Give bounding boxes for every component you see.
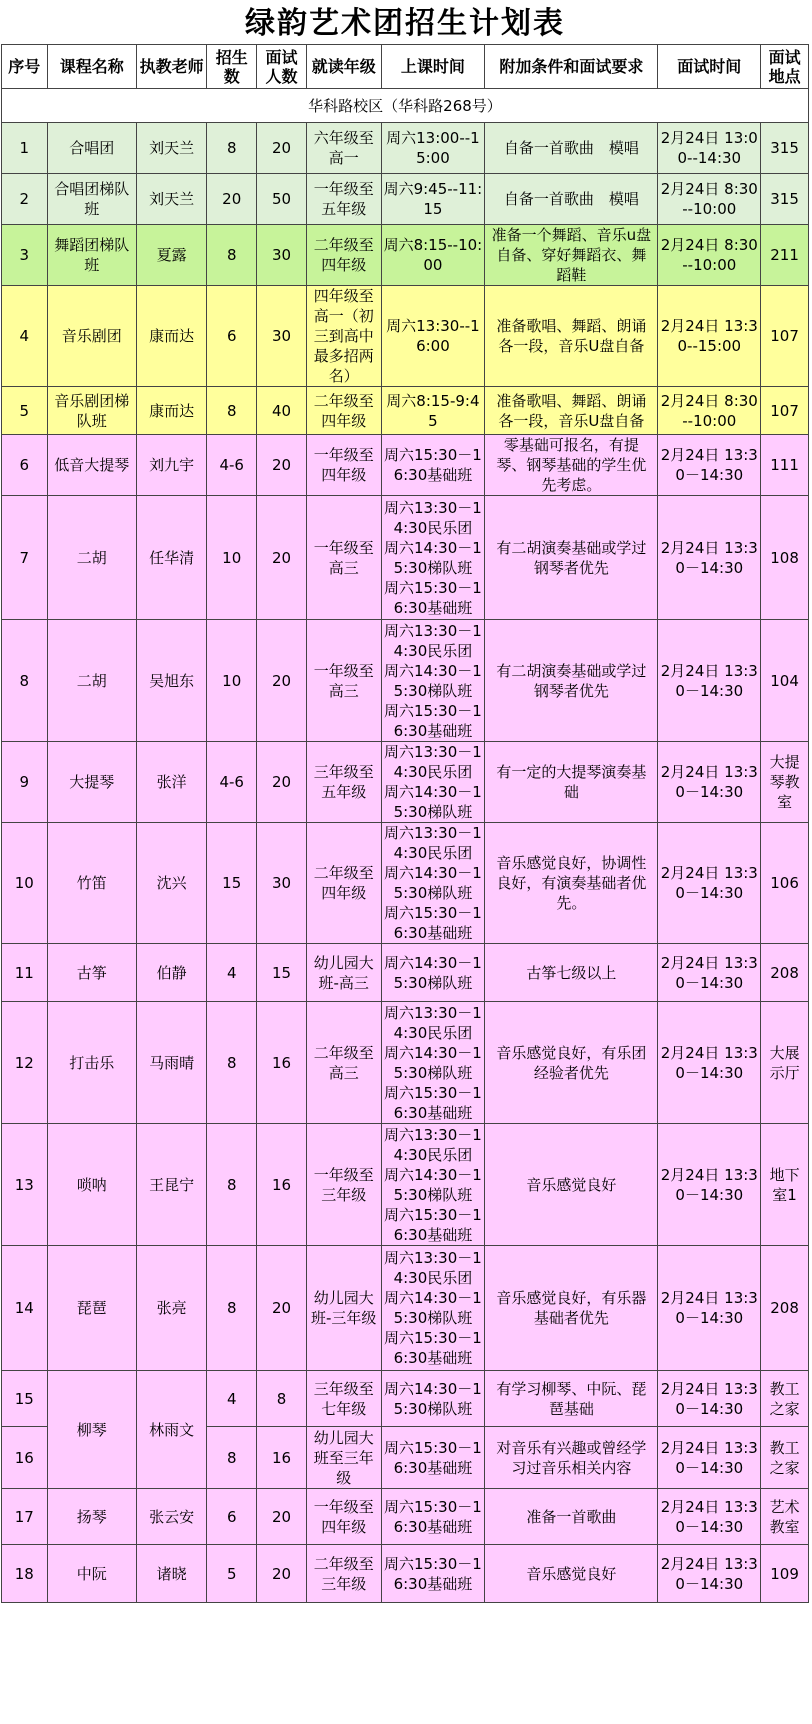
cell-course: 琵琶 <box>47 1246 136 1371</box>
cell-seq: 3 <box>2 225 48 286</box>
cell-grade: 四年级至高一（初三到高中最多招两名） <box>306 286 381 387</box>
class-time-slot: 周六14:30－15:30梯队班 <box>384 953 482 992</box>
cell-grade: 二年级至四年级 <box>306 387 381 435</box>
cell-enroll: 8 <box>207 1124 257 1246</box>
cell-interview-time: 2月24日 13:30－14:30 <box>658 1545 761 1603</box>
cell-course: 大提琴 <box>47 742 136 823</box>
cell-location: 大提琴教室 <box>761 742 809 823</box>
table-row <box>2 620 809 742</box>
cell-interview-time: 2月24日 13:30－14:30 <box>658 1246 761 1371</box>
cell-location: 208 <box>761 944 809 1002</box>
cell-course: 低音大提琴 <box>47 435 136 496</box>
cell-teacher: 康而达 <box>136 286 207 387</box>
cell-location: 106 <box>761 823 809 944</box>
cell-grade: 六年级至高一 <box>306 123 381 174</box>
class-time-slot: 周六14:30－15:30梯队班 <box>384 783 482 821</box>
cell-enroll: 8 <box>207 1002 257 1124</box>
cell-grade: 幼儿园大班至三年级 <box>306 1427 381 1489</box>
cell-course: 扬琴 <box>47 1489 136 1545</box>
cell-interview-time: 2月24日 8:30--10:00 <box>658 225 761 286</box>
cell-requirements: 有二胡演奏基础或学过钢琴者优先 <box>485 620 658 742</box>
cell-class-time <box>381 174 485 225</box>
cell-enroll: 20 <box>207 174 257 225</box>
cell-interview-time: 2月24日 13:30－14:30 <box>658 1002 761 1124</box>
cell-course: 打击乐 <box>47 1002 136 1124</box>
class-time-slot: 周六15:30－16:30基础班 <box>384 578 482 617</box>
cell-enroll: 6 <box>207 1489 257 1545</box>
cell-teacher: 刘九宇 <box>136 435 207 496</box>
cell-seq: 9 <box>2 742 48 823</box>
cell-interview-count: 16 <box>257 1002 307 1124</box>
cell-class-time <box>381 496 485 620</box>
cell-enroll: 4-6 <box>207 435 257 496</box>
cell-class-time <box>381 1246 485 1371</box>
cell-course: 音乐剧团梯队班 <box>47 387 136 435</box>
cell-teacher: 伯静 <box>136 944 207 1002</box>
cell-class-time <box>381 1371 485 1427</box>
table-row <box>2 1246 809 1371</box>
cell-requirements: 有一定的大提琴演奏基础 <box>485 742 658 823</box>
cell-requirements: 自备一首歌曲 模唱 <box>485 174 658 225</box>
cell-grade: 一年级至三年级 <box>306 1124 381 1246</box>
class-time-slot: 周六13:30－14:30民乐团 <box>384 1249 482 1287</box>
cell-location: 教工之家 <box>761 1427 809 1489</box>
class-time-slot: 周六8:15-9:45 <box>386 391 480 430</box>
table-row <box>2 1371 809 1427</box>
cell-requirements: 有二胡演奏基础或学过钢琴者优先 <box>485 496 658 620</box>
cell-teacher: 任华清 <box>136 496 207 620</box>
cell-teacher: 王昆宁 <box>136 1124 207 1246</box>
cell-grade: 一年级至五年级 <box>306 174 381 225</box>
cell-requirements: 音乐感觉良好，协调性良好，有演奏基础者优先。 <box>485 823 658 944</box>
cell-interview-count: 30 <box>257 225 307 286</box>
cell-location: 107 <box>761 286 809 387</box>
header-row <box>2 45 809 89</box>
cell-interview-time: 2月24日 13:30－14:30 <box>658 944 761 1002</box>
cell-grade: 幼儿园大班-高三 <box>306 944 381 1002</box>
cell-enroll: 8 <box>207 387 257 435</box>
cell-interview-count: 20 <box>257 1246 307 1371</box>
table-row <box>2 1489 809 1545</box>
cell-class-time <box>381 1545 485 1603</box>
cell-class-time <box>381 1002 485 1124</box>
cell-location: 104 <box>761 620 809 742</box>
cell-requirements: 对音乐有兴趣或曾经学习过音乐相关内容 <box>485 1427 658 1489</box>
class-time-slot: 周六15:30－16:30基础班 <box>384 446 482 484</box>
cell-teacher: 刘天兰 <box>136 174 207 225</box>
cell-enroll: 8 <box>207 123 257 174</box>
class-time-slot: 周六14:30－15:30梯队班 <box>384 864 482 902</box>
header-location: 面试地点 <box>761 45 809 89</box>
cell-interview-count: 20 <box>257 123 307 174</box>
header-grade: 就读年级 <box>306 45 381 89</box>
cell-class-time <box>381 944 485 1002</box>
class-time-slot: 周六15:30－16:30基础班 <box>384 1497 482 1536</box>
cell-class-time <box>381 823 485 944</box>
cell-interview-time: 2月24日 13:30－14:30 <box>658 1371 761 1427</box>
cell-requirements: 音乐感觉良好，有乐器基础者优先 <box>485 1246 658 1371</box>
cell-requirements: 音乐感觉良好 <box>485 1545 658 1603</box>
cell-course: 音乐剧团 <box>47 286 136 387</box>
cell-interview-count: 40 <box>257 387 307 435</box>
cell-interview-time: 2月24日 13:30－14:30 <box>658 742 761 823</box>
cell-location: 208 <box>761 1246 809 1371</box>
cell-location: 108 <box>761 496 809 620</box>
table-row <box>2 123 809 174</box>
class-time-slot: 周六14:30－15:30梯队班 <box>384 1289 482 1327</box>
cell-grade: 一年级至高三 <box>306 620 381 742</box>
cell-teacher: 张洋 <box>136 742 207 823</box>
header-teacher: 执教老师 <box>136 45 207 89</box>
cell-interview-time: 2月24日 13:30－14:30 <box>658 823 761 944</box>
cell-interview-count: 20 <box>257 742 307 823</box>
class-time-slot: 周六13:30－14:30民乐团 <box>384 824 482 862</box>
table-row <box>2 1002 809 1124</box>
cell-grade: 一年级至高三 <box>306 496 381 620</box>
table-row <box>2 742 809 823</box>
cell-interview-count: 15 <box>257 944 307 1002</box>
class-time-slot: 周六15:30－16:30基础班 <box>384 1205 482 1244</box>
cell-requirements: 古筝七级以上 <box>485 944 658 1002</box>
header-interview-count: 面试人数 <box>257 45 307 89</box>
class-time-slot: 周六15:30－16:30基础班 <box>384 1083 482 1122</box>
cell-interview-time: 2月24日 13:30－14:30 <box>658 496 761 620</box>
header-enroll: 招生数 <box>207 45 257 89</box>
cell-enroll: 4 <box>207 1371 257 1427</box>
cell-requirements: 准备歌唱、舞蹈、朗诵各一段，音乐U盘自备 <box>485 387 658 435</box>
cell-interview-count: 16 <box>257 1124 307 1246</box>
cell-location: 艺术教室 <box>761 1489 809 1545</box>
cell-interview-time: 2月24日 8:30--10:00 <box>658 387 761 435</box>
class-time-slot: 周六14:30－15:30梯队班 <box>384 1165 482 1204</box>
table-row <box>2 286 809 387</box>
cell-seq: 6 <box>2 435 48 496</box>
cell-class-time <box>381 387 485 435</box>
class-time-slot: 周六15:30－16:30基础班 <box>384 1554 482 1593</box>
cell-requirements: 音乐感觉良好 <box>485 1124 658 1246</box>
cell-requirements: 零基础可报名，有提琴、钢琴基础的学生优先考虑。 <box>485 435 658 496</box>
class-time-slot: 周六15:30－16:30基础班 <box>384 904 482 942</box>
cell-interview-count: 30 <box>257 823 307 944</box>
cell-seq: 5 <box>2 387 48 435</box>
cell-location: 111 <box>761 435 809 496</box>
cell-class-time <box>381 1489 485 1545</box>
cell-seq: 1 <box>2 123 48 174</box>
class-time-slot: 周六9:45--11:15 <box>383 180 483 218</box>
cell-interview-count: 20 <box>257 1489 307 1545</box>
class-time-slot: 周六15:30－16:30基础班 <box>384 1329 482 1367</box>
cell-teacher: 林雨文 <box>136 1371 207 1489</box>
campus-label: 华科路校区（华科路268号） <box>2 89 809 123</box>
cell-seq: 13 <box>2 1124 48 1246</box>
cell-class-time <box>381 123 485 174</box>
cell-location: 教工之家 <box>761 1371 809 1427</box>
cell-requirements: 有学习柳琴、中阮、琵琶基础 <box>485 1371 658 1427</box>
cell-seq: 4 <box>2 286 48 387</box>
cell-location: 315 <box>761 174 809 225</box>
cell-teacher: 沈兴 <box>136 823 207 944</box>
header-seq: 序号 <box>2 45 48 89</box>
cell-requirements: 准备一个舞蹈、音乐u盘自备、穿好舞蹈衣、舞蹈鞋 <box>485 225 658 286</box>
cell-enroll: 4-6 <box>207 742 257 823</box>
cell-seq: 8 <box>2 620 48 742</box>
cell-enroll: 6 <box>207 286 257 387</box>
cell-interview-time: 2月24日 8:30--10:00 <box>658 174 761 225</box>
cell-class-time <box>381 435 485 496</box>
cell-seq: 11 <box>2 944 48 1002</box>
class-time-slot: 周六13:30－14:30民乐团 <box>384 1125 482 1164</box>
cell-course: 竹笛 <box>47 823 136 944</box>
cell-location: 地下室1 <box>761 1124 809 1246</box>
cell-teacher: 夏露 <box>136 225 207 286</box>
header-interview-time: 面试时间 <box>658 45 761 89</box>
cell-course: 二胡 <box>47 496 136 620</box>
cell-requirements: 自备一首歌曲 模唱 <box>485 123 658 174</box>
cell-seq: 17 <box>2 1489 48 1545</box>
cell-interview-time: 2月24日 13:30－14:30 <box>658 1489 761 1545</box>
cell-interview-count: 20 <box>257 435 307 496</box>
table-row <box>2 174 809 225</box>
cell-enroll: 8 <box>207 225 257 286</box>
class-time-slot: 周六13:00--15:00 <box>386 129 480 167</box>
class-time-slot: 周六13:30－14:30民乐团 <box>384 498 482 537</box>
table-row <box>2 1124 809 1246</box>
cell-interview-time: 2月24日 13:00--14:30 <box>658 123 761 174</box>
cell-interview-count: 30 <box>257 286 307 387</box>
cell-interview-time: 2月24日 13:30－14:30 <box>658 620 761 742</box>
cell-interview-count: 20 <box>257 496 307 620</box>
class-time-slot: 周六13:30－14:30民乐团 <box>384 743 482 781</box>
class-time-slot: 周六14:30－15:30梯队班 <box>384 538 482 577</box>
cell-seq: 10 <box>2 823 48 944</box>
cell-location: 107 <box>761 387 809 435</box>
cell-interview-count: 50 <box>257 174 307 225</box>
cell-class-time <box>381 1427 485 1489</box>
cell-location: 315 <box>761 123 809 174</box>
cell-teacher: 诸晓 <box>136 1545 207 1603</box>
cell-seq: 12 <box>2 1002 48 1124</box>
cell-class-time <box>381 620 485 742</box>
cell-course: 中阮 <box>47 1545 136 1603</box>
page-title: 绿韵艺术团招生计划表 <box>2 4 809 45</box>
cell-seq: 18 <box>2 1545 48 1603</box>
recruitment-plan-table <box>1 4 809 1603</box>
cell-teacher: 张亮 <box>136 1246 207 1371</box>
class-time-slot: 周六13:30－14:30民乐团 <box>384 621 482 660</box>
table-row <box>2 435 809 496</box>
cell-course: 古筝 <box>47 944 136 1002</box>
cell-interview-count: 8 <box>257 1371 307 1427</box>
cell-enroll: 8 <box>207 1427 257 1489</box>
cell-grade: 三年级至七年级 <box>306 1371 381 1427</box>
cell-grade: 二年级至三年级 <box>306 1545 381 1603</box>
cell-location: 大展示厅 <box>761 1002 809 1124</box>
cell-requirements: 准备歌唱、舞蹈、朗诵各一段，音乐U盘自备 <box>485 286 658 387</box>
cell-class-time <box>381 225 485 286</box>
cell-seq: 7 <box>2 496 48 620</box>
class-time-slot: 周六8:15--10:00 <box>383 236 483 274</box>
table-row <box>2 823 809 944</box>
class-time-slot: 周六14:30－15:30梯队班 <box>384 661 482 700</box>
cell-enroll: 10 <box>207 620 257 742</box>
header-requirements: 附加条件和面试要求 <box>485 45 658 89</box>
class-time-slot: 周六14:30－15:30梯队班 <box>384 1043 482 1082</box>
table-row <box>2 496 809 620</box>
cell-grade: 幼儿园大班-三年级 <box>306 1246 381 1371</box>
header-course: 课程名称 <box>47 45 136 89</box>
header-class-time: 上课时间 <box>381 45 485 89</box>
cell-course: 合唱团梯队班 <box>47 174 136 225</box>
table-row <box>2 944 809 1002</box>
table-row <box>2 1545 809 1603</box>
cell-interview-time: 2月24日 13:30--15:00 <box>658 286 761 387</box>
class-time-slot: 周六13:30--16:00 <box>386 317 480 355</box>
table-row <box>2 225 809 286</box>
cell-enroll: 5 <box>207 1545 257 1603</box>
class-time-slot: 周六15:30－16:30基础班 <box>384 701 482 740</box>
cell-interview-time: 2月24日 13:30－14:30 <box>658 435 761 496</box>
class-time-slot: 周六14:30－15:30梯队班 <box>384 1379 482 1418</box>
cell-location: 211 <box>761 225 809 286</box>
cell-grade: 三年级至五年级 <box>306 742 381 823</box>
cell-teacher: 吴旭东 <box>136 620 207 742</box>
cell-teacher: 张云安 <box>136 1489 207 1545</box>
cell-interview-time: 2月24日 13:30－14:30 <box>658 1427 761 1489</box>
cell-grade: 二年级至高三 <box>306 1002 381 1124</box>
cell-grade: 一年级至四年级 <box>306 435 381 496</box>
cell-seq: 15 <box>2 1371 48 1427</box>
cell-interview-count: 20 <box>257 1545 307 1603</box>
cell-grade: 二年级至四年级 <box>306 225 381 286</box>
cell-class-time <box>381 1124 485 1246</box>
cell-seq: 2 <box>2 174 48 225</box>
class-time-slot: 周六15:30－16:30基础班 <box>384 1438 482 1477</box>
cell-course: 舞蹈团梯队班 <box>47 225 136 286</box>
cell-location: 109 <box>761 1545 809 1603</box>
cell-requirements: 准备一首歌曲 <box>485 1489 658 1545</box>
cell-enroll: 4 <box>207 944 257 1002</box>
cell-seq: 16 <box>2 1427 48 1489</box>
cell-requirements: 音乐感觉良好，有乐团经验者优先 <box>485 1002 658 1124</box>
cell-class-time <box>381 286 485 387</box>
cell-interview-count: 16 <box>257 1427 307 1489</box>
cell-course: 唢呐 <box>47 1124 136 1246</box>
cell-enroll: 10 <box>207 496 257 620</box>
cell-course: 合唱团 <box>47 123 136 174</box>
cell-teacher: 刘天兰 <box>136 123 207 174</box>
cell-enroll: 15 <box>207 823 257 944</box>
cell-teacher: 马雨晴 <box>136 1002 207 1124</box>
cell-grade: 一年级至四年级 <box>306 1489 381 1545</box>
cell-course: 柳琴 <box>47 1371 136 1489</box>
table-row <box>2 387 809 435</box>
cell-enroll: 8 <box>207 1246 257 1371</box>
cell-seq: 14 <box>2 1246 48 1371</box>
cell-interview-count: 20 <box>257 620 307 742</box>
cell-class-time <box>381 742 485 823</box>
cell-interview-time: 2月24日 13:30－14:30 <box>658 1124 761 1246</box>
class-time-slot: 周六13:30－14:30民乐团 <box>384 1003 482 1042</box>
plan-body <box>2 123 809 1603</box>
cell-course: 二胡 <box>47 620 136 742</box>
cell-teacher: 康而达 <box>136 387 207 435</box>
cell-grade: 二年级至四年级 <box>306 823 381 944</box>
